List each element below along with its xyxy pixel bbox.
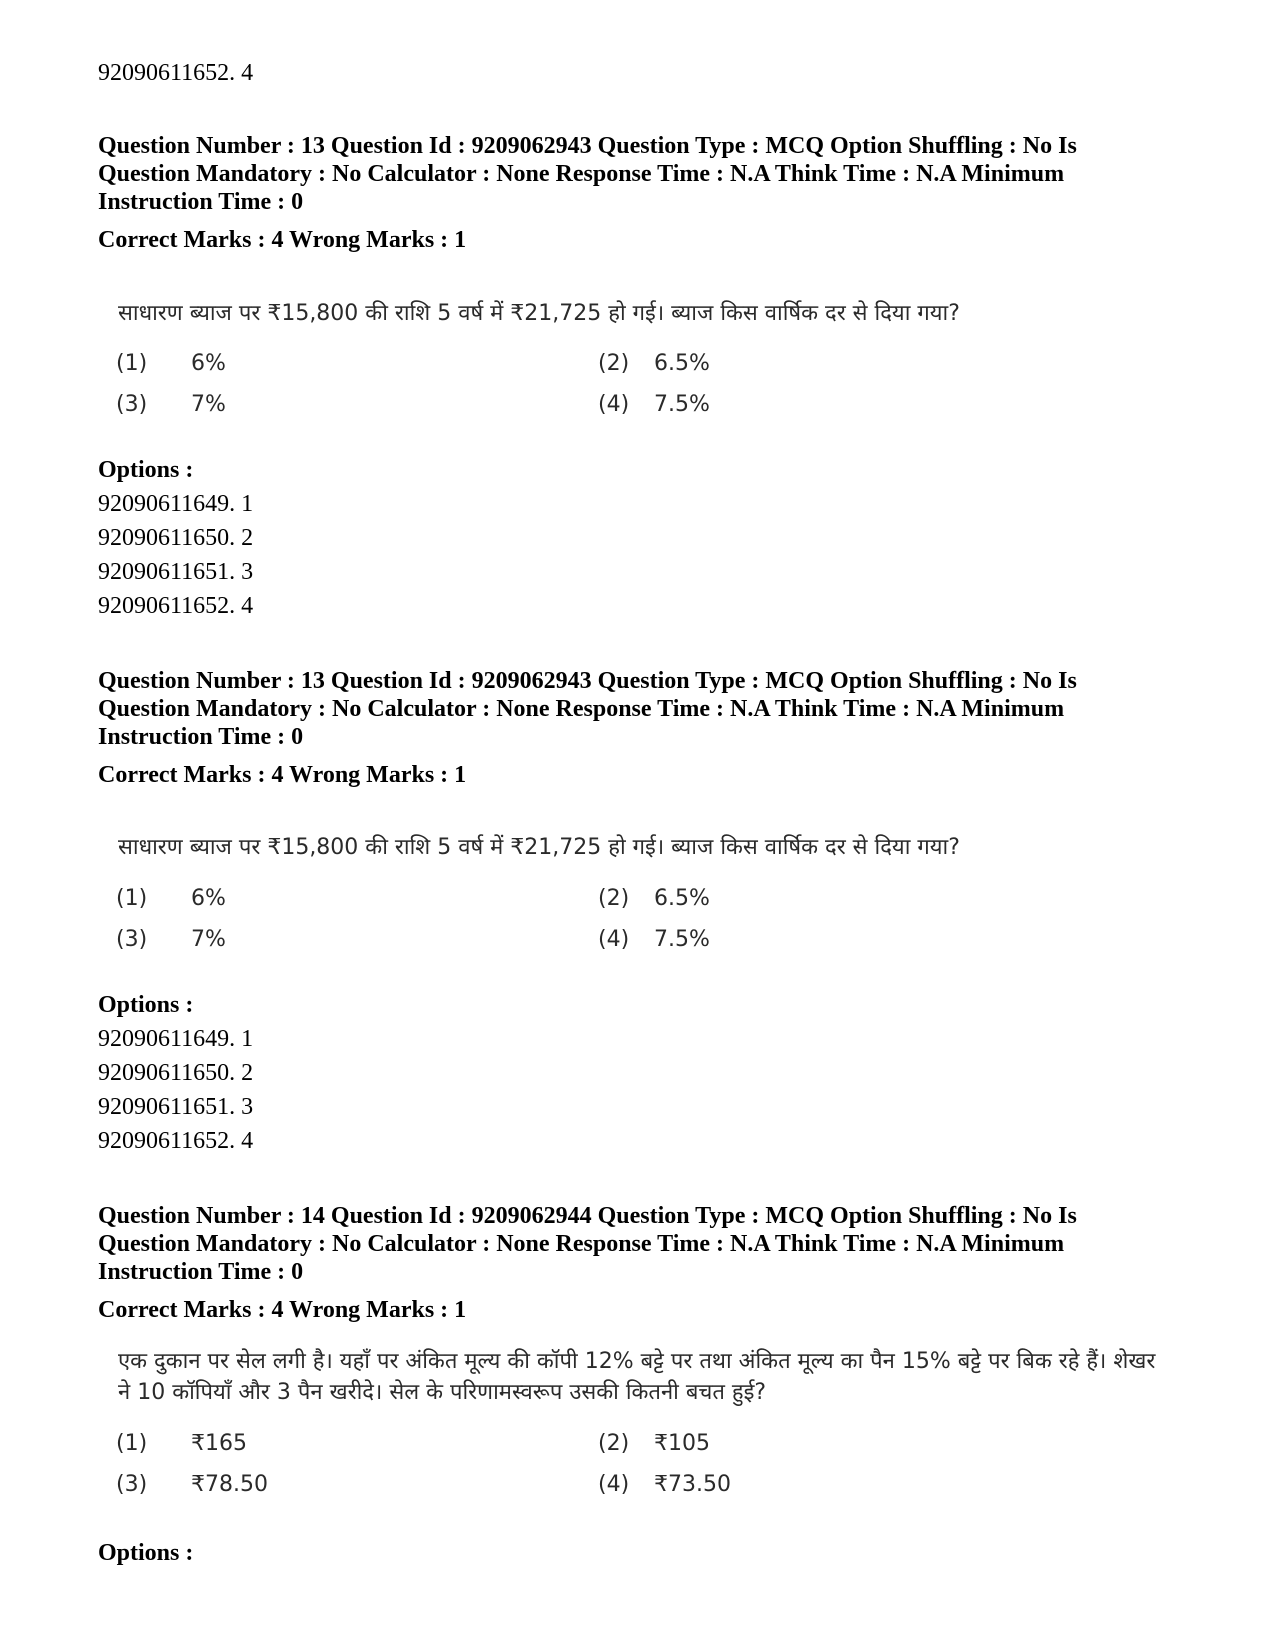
- choice-number: (2): [598, 351, 630, 376]
- options-heading: Options :: [98, 1540, 194, 1566]
- choice-number: (4): [598, 1472, 630, 1497]
- choice-number: (1): [116, 1431, 148, 1456]
- choice-4: [598, 1470, 731, 1500]
- choice-number: (2): [598, 886, 630, 911]
- choice-2: [598, 884, 710, 914]
- choice-number: (1): [116, 886, 148, 911]
- options-heading: Options :: [98, 992, 194, 1018]
- choice-4: [598, 390, 710, 420]
- choice-value: ₹165: [191, 1431, 247, 1456]
- choice-value: ₹73.50: [654, 1472, 731, 1497]
- option-line: 92090611650. 2: [98, 525, 254, 551]
- question-text: साधारण ब्याज पर ₹15,800 की राशि 5 वर्ष में ₹21,725 हो गई। ब्याज किस वार्षिक दर से दिया गया?: [118, 301, 960, 326]
- choice-value: 6.5%: [654, 351, 710, 376]
- choice-1: [116, 884, 226, 914]
- option-line: 92090611650. 2: [98, 1060, 254, 1086]
- choice-number: (3): [116, 1472, 148, 1497]
- choice-number: (1): [116, 351, 148, 376]
- choice-4: [598, 925, 710, 955]
- choice-value: 6%: [191, 886, 226, 911]
- question-meta: Question Number : 13 Question Id : 9209062943 Question Type : MCQ Option Shuffling : No Is Question Mandatory : No Calculator : None Response Time : N.A Think Time : N.A Minimum Instruction Time : 0: [98, 668, 1077, 750]
- option-line: 92090611652. 4: [98, 1128, 254, 1154]
- option-line: 92090611651. 3: [98, 559, 254, 585]
- choice-value: 7.5%: [654, 927, 710, 952]
- choice-value: ₹105: [654, 1431, 710, 1456]
- option-line: 92090611649. 1: [98, 1026, 254, 1052]
- choice-value: 7%: [191, 392, 226, 417]
- question-text: एक दुकान पर सेल लगी है। यहाँ पर अंकित मूल्य की कॉपी 12% बट्टे पर तथा अंकित मूल्य का पैन 15% बट्टे पर बिक रहे हैं। शेखर ने 10 कॉपियाँ और 3 पैन खरीदे। सेल के परिणामस्वरूप उसकी कितनी बचत हुई?: [118, 1349, 1156, 1405]
- choice-3: [116, 925, 226, 955]
- question-meta: Question Number : 13 Question Id : 9209062943 Question Type : MCQ Option Shuffling : No Is Question Mandatory : No Calculator : None Response Time : N.A Think Time : N.A Minimum Instruction Time : 0: [98, 133, 1077, 215]
- question-meta: Question Number : 14 Question Id : 9209062944 Question Type : MCQ Option Shuffling : No Is Question Mandatory : No Calculator : None Response Time : N.A Think Time : N.A Minimum Instruction Time : 0: [98, 1203, 1077, 1285]
- choice-value: 6%: [191, 351, 226, 376]
- choice-number: (2): [598, 1431, 630, 1456]
- choice-3: [116, 390, 226, 420]
- marks-line: Correct Marks : 4 Wrong Marks : 1: [98, 762, 467, 788]
- choice-number: (4): [598, 927, 630, 952]
- marks-line: Correct Marks : 4 Wrong Marks : 1: [98, 227, 467, 253]
- choice-2: [598, 1429, 710, 1459]
- options-heading: Options :: [98, 457, 194, 483]
- choice-number: (4): [598, 392, 630, 417]
- choice-number: (3): [116, 392, 148, 417]
- choice-1: [116, 349, 226, 379]
- marks-line: Correct Marks : 4 Wrong Marks : 1: [98, 1297, 467, 1323]
- option-line: 92090611652. 4: [98, 593, 254, 619]
- option-line: 92090611649. 1: [98, 491, 254, 517]
- choice-value: 7.5%: [654, 392, 710, 417]
- choice-value: 7%: [191, 927, 226, 952]
- question-text: साधारण ब्याज पर ₹15,800 की राशि 5 वर्ष में ₹21,725 हो गई। ब्याज किस वार्षिक दर से दिया गया?: [118, 835, 960, 860]
- choice-3: [116, 1470, 268, 1500]
- option-line: 92090611651. 3: [98, 1094, 254, 1120]
- choice-1: [116, 1429, 247, 1459]
- choice-value: ₹78.50: [191, 1472, 268, 1497]
- option-line: 92090611652. 4: [98, 60, 254, 86]
- choice-number: (3): [116, 927, 148, 952]
- choice-2: [598, 349, 710, 379]
- choice-value: 6.5%: [654, 886, 710, 911]
